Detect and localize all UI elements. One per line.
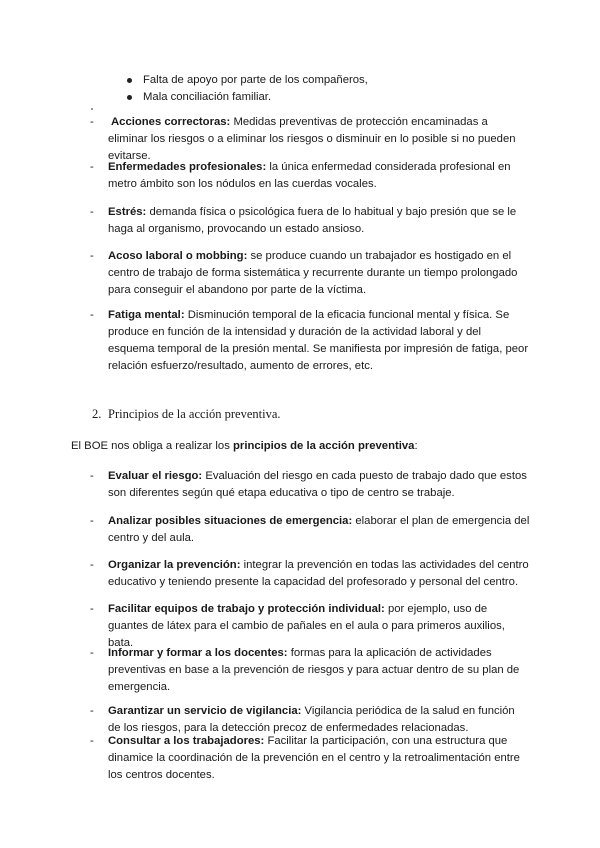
description: elaborar el plan de emergencia del centro y del aula.	[108, 515, 530, 544]
description: integrar la prevención en todas las actividades del centro educativo y teniendo presente la capacidad del profesorado y personal del centro.	[108, 559, 529, 588]
description: formas para la aplicación de actividades preventivas en base a la prevención de riesgos y para actuar dentro de su plan de emergencia.	[108, 647, 520, 693]
term: Facilitar equipos de trabajo y protección individual:	[108, 603, 385, 615]
list-item: Falta de apoyo por parte de los compañeros,	[126, 72, 368, 89]
bullet-icon	[127, 78, 132, 83]
definition-enfermedades-profesionales: - Enfermedades profesionales: la única enfermedad considerada profesional en metro ámbito son los nódulos en las cuerdas vocales.	[90, 161, 511, 190]
principle-organizar-prevencion: - Organizar la prevención: integrar la prevención en todas las actividades del centro educativo y teniendo presente la capacidad del profesorado y personal del centro.	[90, 559, 529, 588]
description: Evaluación del riesgo en cada puesto de trabajo dado que estos son diferentes según qué etapa educativa o tipo de centro se trabaje.	[108, 470, 527, 499]
term: Enfermedades profesionales:	[108, 161, 267, 173]
description: se produce cuando un trabajador es hostigado en el centro de trabajo de forma sistemática y recurrente durante un tiempo prolongado para conseguir el abandono por parte de la víctima.	[108, 250, 518, 296]
term: Organizar la prevención:	[108, 559, 241, 571]
definition-fatiga-mental: - Fatiga mental: Disminución temporal de la eficacia funcional mental y física. Se produce en función de la intensidad y duración de la actividad laboral y del esquema temporal de la presión mental. Se manifiesta por impresión de fatiga, peor relación esfuerzo/resultado, aumento de errores, etc.	[90, 309, 529, 372]
definition-estres: - Estrés: demanda física o psicológica fuera de lo habitual y bajo presión que se le haga al organismo, provocando un estado ansioso.	[90, 206, 517, 235]
principle-informar-formar: - Informar y formar a los docentes: formas para la aplicación de actividades preventivas en base a la prevención de riesgos y para actuar dentro de su plan de emergencia.	[90, 647, 520, 693]
term: Acciones correctoras:	[111, 116, 231, 128]
principle-facilitar-equipos: - Facilitar equipos de trabajo y protección individual: por ejemplo, uso de guantes de látex para el cambio de pañales en el aula o para primeros auxilios, bata.	[90, 603, 505, 649]
bullet-list	[126, 72, 368, 106]
principle-evaluar-riesgo: - Evaluar el riesgo: Evaluación del riesgo en cada puesto de trabajo dado que estos son diferentes según qué etapa educativa o tipo de centro se trabaje.	[90, 470, 527, 499]
description: la única enfermedad considerada profesional en metro ámbito son los nódulos en las cuerdas vocales.	[108, 161, 511, 190]
description: por ejemplo, uso de guantes de látex para el cambio de pañales en el aula o para primeros auxilios, bata.	[108, 603, 505, 649]
definition-acoso-laboral: - Acoso laboral o mobbing: se produce cuando un trabajador es hostigado en el centro de trabajo de forma sistemática y recurrente durante un tiempo prolongado para conseguir el abandono por parte de la víctima.	[90, 250, 518, 296]
term: Consultar a los trabajadores:	[108, 735, 265, 747]
term: Analizar posibles situaciones de emergencia:	[108, 515, 353, 527]
stray-mark	[91, 108, 93, 110]
section-heading	[92, 406, 281, 423]
definition-acciones-correctoras: - Acciones correctoras: Medidas preventivas de protección encaminadas a eliminar los riesgos o a eliminar los riesgos o disminuir en lo posible si no pueden evitarse.	[90, 116, 516, 162]
description: Vigilancia periódica de la salud en función de los riesgos, para la detección precoz de enfermedades relacionadas.	[108, 705, 515, 734]
description: Medidas preventivas de protección encaminadas a eliminar los riesgos o a eliminar los riesgos o disminuir en lo posible si no pueden evitarse.	[108, 116, 516, 162]
description: Facilitar la participación, con una estructura que dinamice la coordinación de la prevención en el centro y la retroalimentación entre los centros docentes.	[108, 735, 520, 781]
description: Disminución temporal de la eficacia funcional mental y física. Se produce en función de la intensidad y duración de la actividad laboral y del esquema temporal de la presión mental. Se manifiesta por impresión de fatiga, peor relación esfuerzo/resultado, aumento de errores, etc.	[108, 309, 529, 372]
intro-paragraph: El BOE nos obliga a realizar los principios de la acción preventiva:	[71, 440, 418, 452]
term: Estrés:	[108, 206, 147, 218]
term: Fatiga mental:	[108, 309, 185, 321]
term: Garantizar un servicio de vigilancia:	[108, 705, 302, 717]
term: Informar y formar a los docentes:	[108, 647, 288, 659]
bullet-icon	[127, 95, 132, 100]
principle-analizar-emergencia: - Analizar posibles situaciones de emergencia: elaborar el plan de emergencia del centro y del aula.	[90, 515, 530, 544]
description: demanda física o psicológica fuera de lo habitual y bajo presión que se le haga al organismo, provocando un estado ansioso.	[108, 206, 517, 235]
term: Evaluar el riesgo:	[108, 470, 203, 482]
section-title: Principios de la acción preventiva.	[108, 407, 281, 421]
principle-garantizar-vigilancia: - Garantizar un servicio de vigilancia: Vigilancia periódica de la salud en función de los riesgos, para la detección precoz de enfermedades relacionadas.	[90, 705, 515, 734]
principle-consultar-trabajadores: - Consultar a los trabajadores: Facilitar la participación, con una estructura que dinamice la coordinación de la prevención en el centro y la retroalimentación entre los centros docentes.	[90, 735, 520, 781]
term: Acoso laboral o mobbing:	[108, 250, 248, 262]
list-item: Mala conciliación familiar.	[126, 89, 368, 106]
section-number: 2.	[92, 407, 102, 421]
